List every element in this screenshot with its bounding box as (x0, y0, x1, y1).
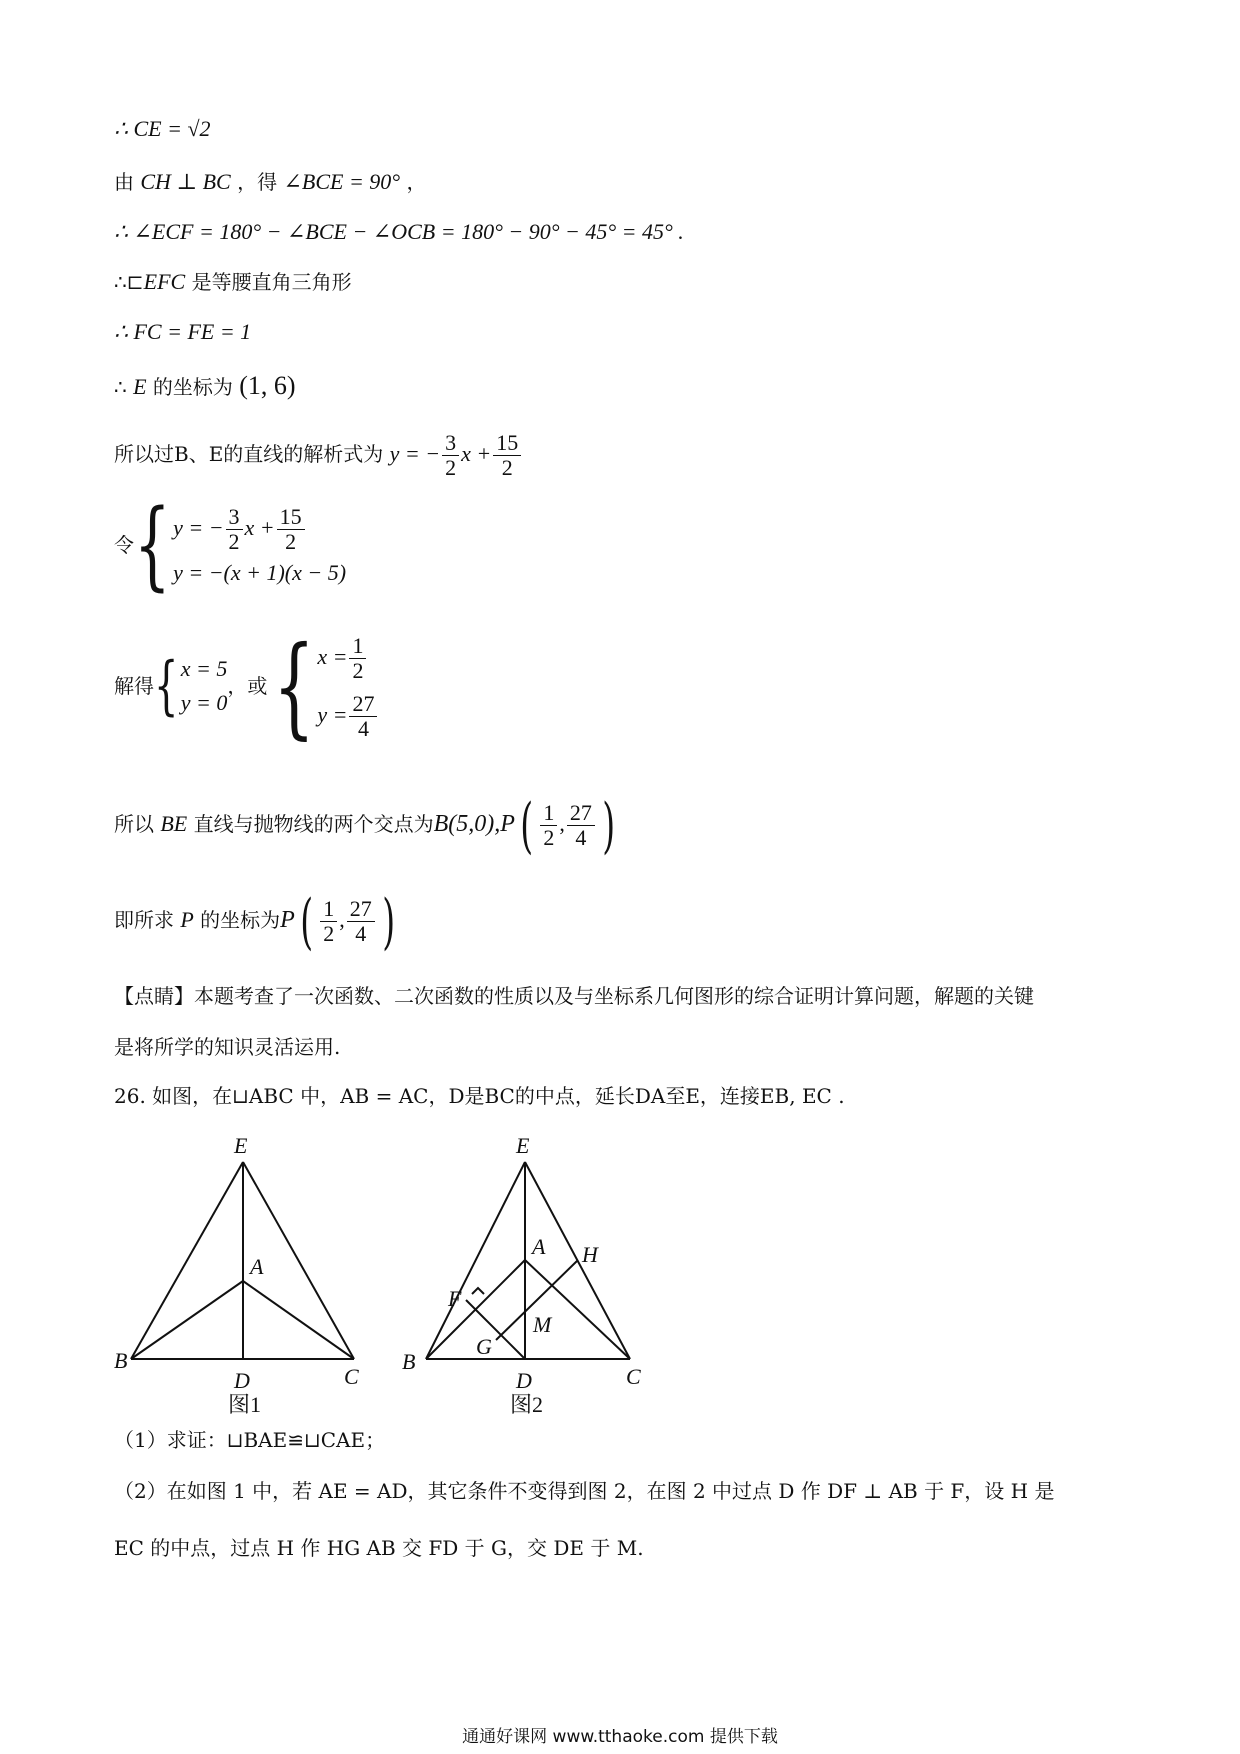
fraction-den: 4 (575, 825, 587, 850)
text: 所以过B、E的直线的解析式为 (114, 442, 384, 466)
figure-1 (110, 1128, 380, 1418)
text: 解得 (114, 674, 154, 698)
math: y = − (173, 515, 224, 540)
label-e: E (234, 1133, 248, 1158)
text: 所以 (114, 812, 154, 836)
question-26-part-2a: （2）在如图 1 中，若 AE = AD，其它条件不变得到图 2，在图 2 中过点 D 作 DF ⊥ AB 于 F，设 H 是 (114, 1479, 1055, 1503)
question-26: 26. 如图，在⊔ABC 中，AB = AC，D是BC的中点，延长DA至E，连接EB, EC . (114, 1084, 845, 1108)
text: 令 (114, 533, 134, 557)
math: x + (244, 515, 275, 540)
paren: ( (300, 886, 313, 957)
text: ，得 (237, 170, 278, 194)
label-f: F (448, 1286, 462, 1311)
line-ce (114, 115, 211, 143)
math: B(5,0), (433, 811, 501, 837)
fraction-den: 2 (445, 455, 457, 480)
fraction-num: 1 (540, 801, 557, 826)
paren: ) (602, 790, 616, 861)
fraction-den: 4 (357, 716, 369, 741)
math: y = − (389, 441, 441, 466)
text: ∴ (114, 375, 127, 399)
paren: ) (382, 886, 395, 957)
brace: { (273, 622, 316, 750)
math: CH ⊥ BC (140, 169, 231, 194)
line-e-coord (114, 372, 296, 401)
math: ∴ FC = FE = 1 (114, 319, 252, 344)
fraction-den: 4 (355, 921, 367, 946)
label-b: B (402, 1349, 416, 1374)
text: ， (406, 170, 427, 194)
math: EFC (143, 269, 186, 294)
math: BE (160, 811, 188, 836)
label-g: G (476, 1334, 492, 1359)
math: ∠BCE = 90° (283, 169, 401, 194)
page-footer: 通通好课网 www.tthaoke.com 提供下载 (462, 1727, 778, 1747)
line-system (114, 489, 347, 601)
fraction-num: 27 (347, 897, 375, 922)
text: 直线与抛物线的两个交点为 (193, 812, 434, 836)
math: P (280, 907, 295, 933)
label-c: C (344, 1364, 359, 1389)
label-d: D (234, 1368, 250, 1393)
figure-2-caption: 图2 (510, 1392, 544, 1417)
math: P (500, 811, 515, 837)
fraction-num: 3 (442, 431, 459, 456)
line-fc-fe (114, 318, 251, 346)
question-26-part-2b: EC 的中点，过点 H 作 HG AB 交 FD 于 G，交 DE 于 M. (114, 1536, 644, 1560)
text: 由 (114, 170, 134, 194)
dianjing-line-2: 是将所学的知识灵活运用. (114, 1035, 341, 1059)
math: x + (461, 441, 492, 466)
dianjing-line-1: 【点睛】本题考查了一次函数、二次函数的性质以及与坐标系几何图形的综合证明计算问题，解题的关键 (114, 984, 1034, 1008)
label-e: E (516, 1133, 530, 1158)
label-d: D (516, 1368, 532, 1393)
fraction-num: 1 (349, 634, 366, 659)
math: y = −(x + 1)(x − 5) (173, 560, 347, 585)
line-intersections: 所以 BE 直线与抛物线的两个交点为B(5,0),P( $\frac{1}{2}$ , $\frac{27}{4}$ ) (114, 790, 616, 861)
math: y = 0 (180, 690, 228, 715)
line-be-equation (114, 422, 523, 486)
fraction-den: 2 (285, 529, 297, 554)
math: x = 5 (180, 656, 228, 681)
line-angle-ecf (114, 218, 684, 246)
figure-1-caption: 图1 (228, 1392, 262, 1417)
text: ，或 (227, 674, 268, 698)
line-isoceles (114, 268, 352, 296)
line-solutions (114, 622, 379, 750)
text: ∴⊏ (114, 270, 144, 294)
fraction-den: 2 (323, 921, 335, 946)
line-p-coord: 即所求 P 的坐标为P( $\frac{1}{2}$ , $\frac{27}{4}$ ) (114, 886, 395, 957)
fraction-num: 27 (567, 801, 595, 826)
label-b: B (114, 1348, 128, 1373)
line-ch-perp (114, 168, 426, 196)
fraction-num: 15 (493, 431, 521, 456)
fraction-den: 2 (501, 455, 513, 480)
label-c: C (626, 1364, 641, 1389)
paren: ( (520, 790, 534, 861)
fraction-num: 27 (349, 692, 377, 717)
text: 是等腰直角三角形 (191, 270, 352, 294)
text: 即所求 (114, 908, 174, 932)
brace: { (154, 649, 179, 723)
fraction-den: 2 (352, 658, 364, 683)
math-ce: ∴ CE = √2 (114, 116, 211, 141)
brace: { (134, 489, 171, 601)
math: ∴ ∠ECF = 180° − ∠BCE − ∠OCB = 180° − 90° − 45° = 45° . (114, 219, 684, 244)
fraction-den: 2 (228, 529, 240, 554)
label-a: A (532, 1234, 546, 1259)
math: x = (317, 644, 348, 669)
math: P (180, 907, 194, 932)
fraction-num: 3 (226, 505, 243, 530)
question-26-part-1: （1）求证：⊔BAE≌⊔CAE； (114, 1428, 386, 1452)
math: (1, 6) (239, 371, 296, 400)
text: 的坐标为 (152, 375, 233, 399)
text: 的坐标为 (200, 908, 281, 932)
figure-2 (398, 1128, 668, 1418)
fraction-num: 15 (277, 505, 305, 530)
label-h: H (582, 1242, 598, 1267)
math: y = (317, 702, 348, 727)
label-a: A (250, 1254, 264, 1279)
fraction-den: 2 (543, 825, 555, 850)
label-m: M (533, 1312, 552, 1337)
math: E (133, 374, 147, 399)
fraction-num: 1 (320, 897, 337, 922)
